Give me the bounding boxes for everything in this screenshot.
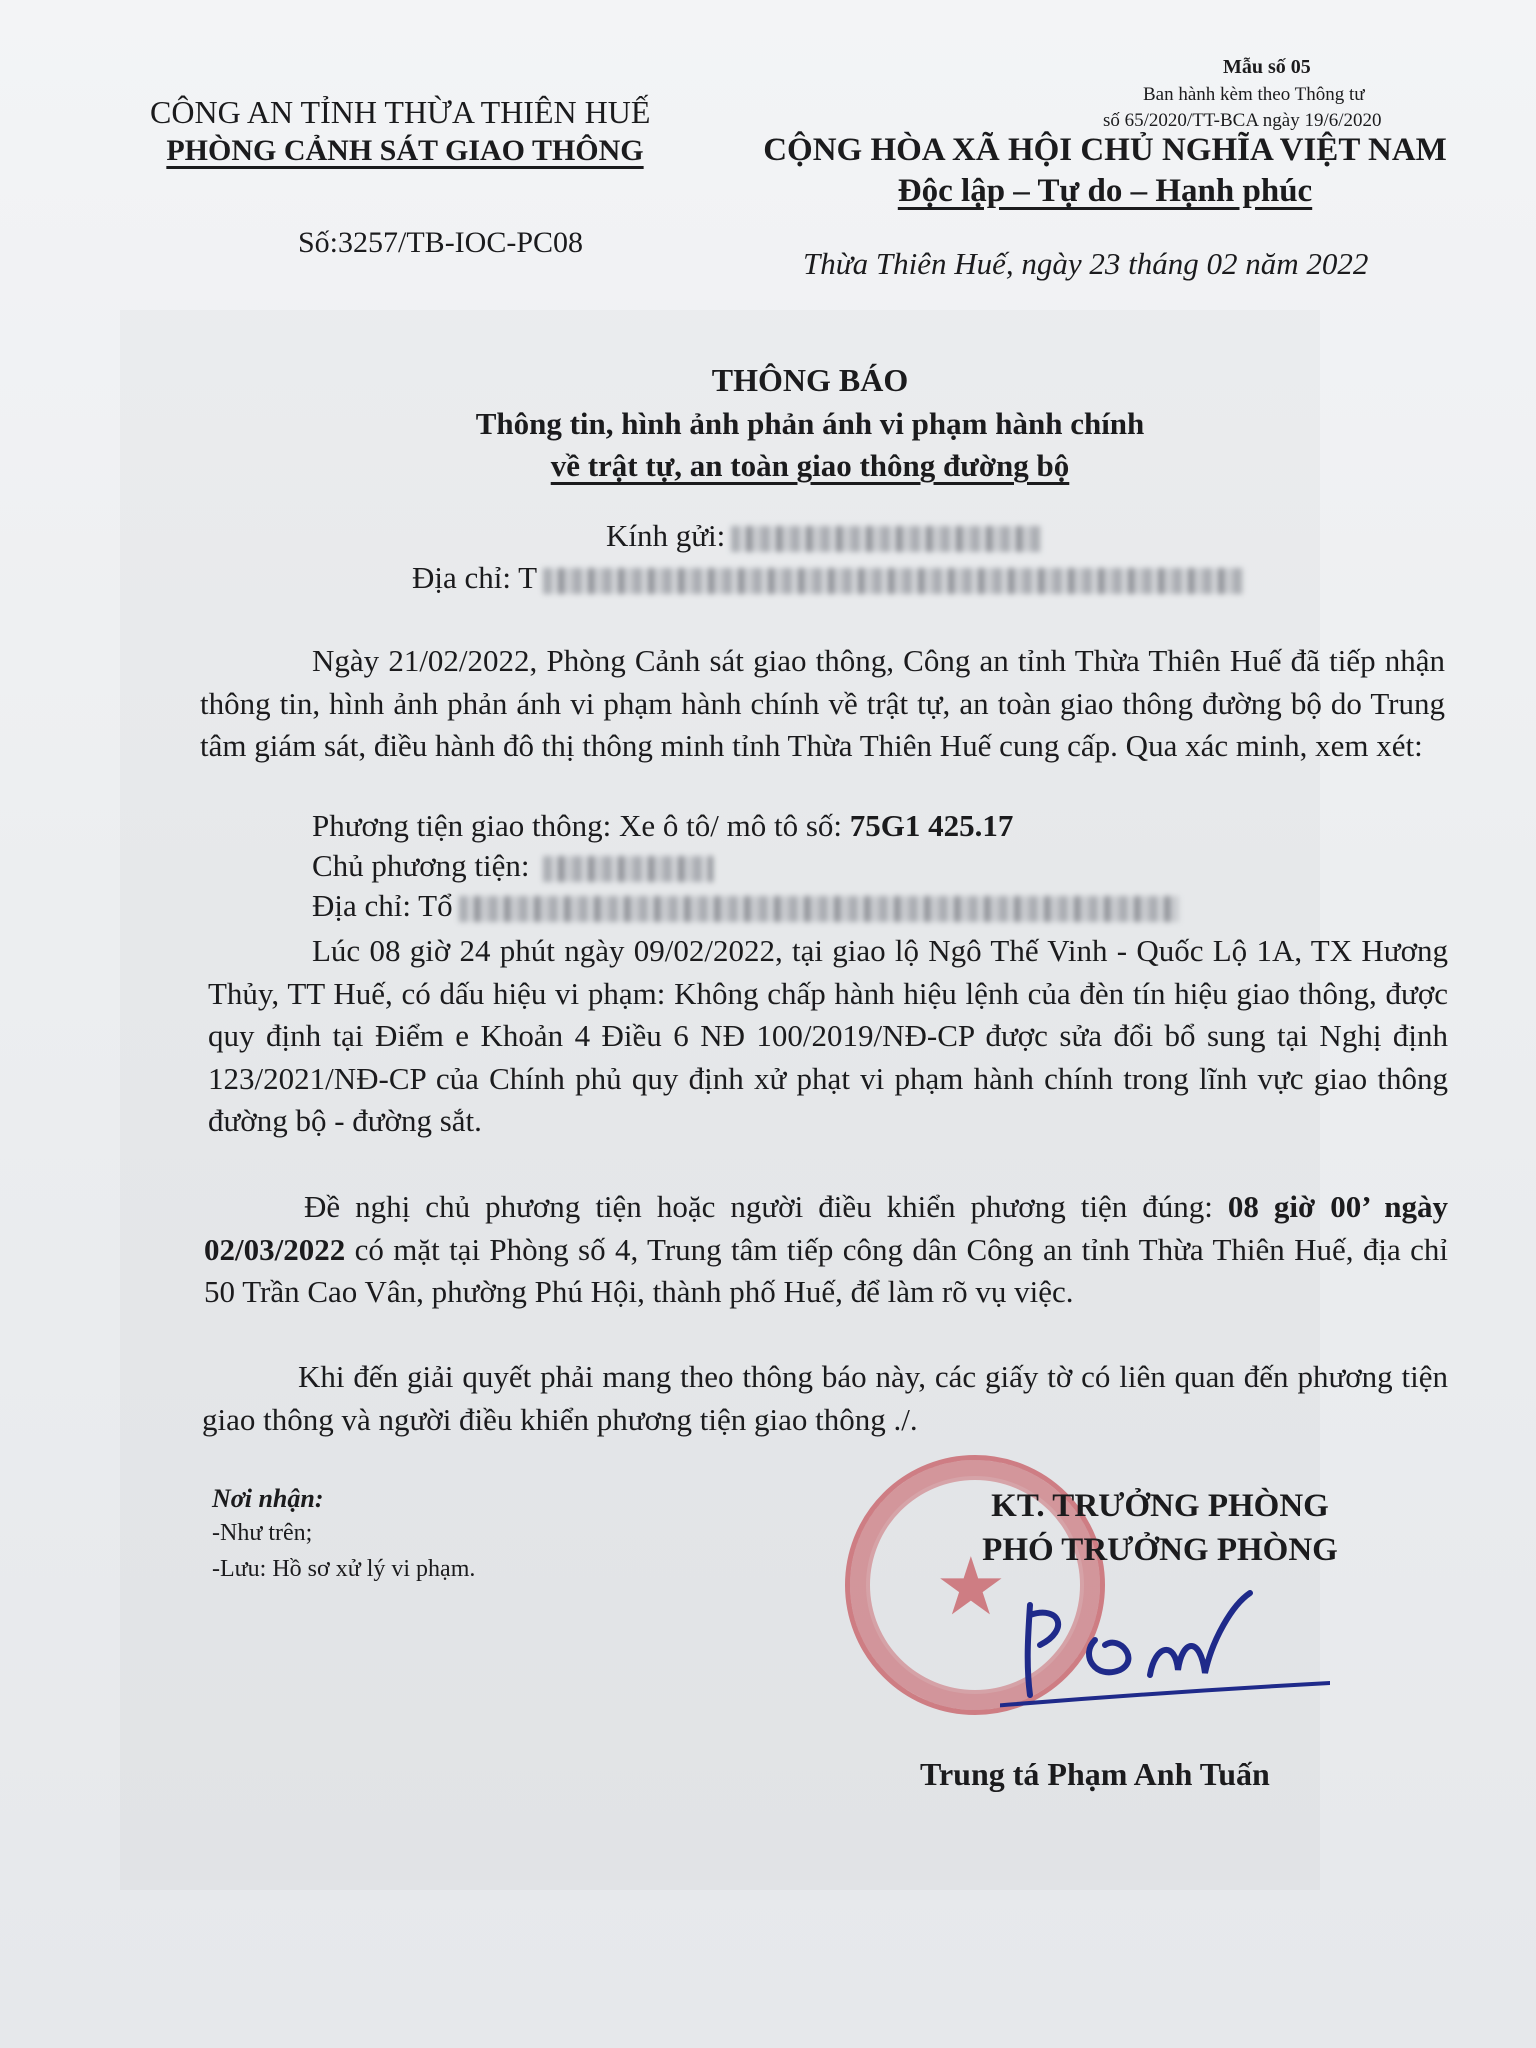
form-number: Mẫu số 05 <box>1223 56 1311 78</box>
vehicle-line <box>312 808 1013 844</box>
agency-parent: CÔNG AN TỈNH THỪA THIÊN HUẾ <box>150 94 651 130</box>
owner-address-label: Địa chỉ: Tổ <box>312 888 453 923</box>
request-text-a: Đề nghị chủ phương tiện hoặc người điều khiển phương tiện đúng: <box>304 1189 1228 1224</box>
sign-title-1: KT. TRƯỞNG PHÒNG <box>991 1488 1329 1524</box>
document-subtitle-1: Thông tin, hình ảnh phản ánh vi phạm hành chính <box>475 406 1145 441</box>
request-text-b: có mặt tại Phòng số 4, Trung tâm tiếp công dân Công an tỉnh Thừa Thiên Huế, địa chỉ 50 Trần Cao Vân, phường Phú Hội, thành phố Huế, để làm rõ vụ việc. <box>204 1231 1448 1309</box>
body-paragraph-1: Ngày 21/02/2022, Phòng Cảnh sát giao thông, Công an tỉnh Thừa Thiên Huế đã tiếp nhận thông tin, hình ảnh phản ánh vi phạm hành chính về trật tự, an toàn giao thông đường bộ do Trung tâm giám sát, điều hành đô thị thông minh tỉnh Thừa Thiên Huế cung cấp. Qua xác minh, xem xét: <box>200 643 1445 763</box>
owner-address-line <box>312 888 1179 924</box>
redacted-recipient-name <box>731 526 1041 552</box>
license-plate: 75G1 425.17 <box>849 808 1014 843</box>
owner-line <box>312 848 713 884</box>
recipient-address-line <box>412 560 1243 596</box>
nation-title: CỘNG HÒA XÃ HỘI CHỦ NGHĨA VIỆT NAM <box>763 132 1447 168</box>
signer-name: Trung tá Phạm Anh Tuấn <box>920 1756 1270 1792</box>
redacted-owner-address <box>459 896 1179 922</box>
recipient-line <box>606 518 1041 554</box>
redacted-owner-name <box>543 856 713 882</box>
sign-title-2: PHÓ TRƯỞNG PHÒNG <box>982 1532 1338 1568</box>
body-paragraph-4: Khi đến giải quyết phải mang theo thông báo này, các giấy tờ có liên quan đến phương tiện giao thông và người điều khiển phương tiện giao thông ./. <box>202 1359 1448 1437</box>
motto: Độc lập – Tự do – Hạnh phúc <box>897 173 1313 209</box>
appointment-time: 08 giờ 00’ ngày 02/03/2022 <box>204 1189 1448 1267</box>
recipient-item-1: -Như trên; <box>212 1520 313 1546</box>
star-icon: ★ <box>935 1540 1007 1633</box>
form-note-2: số 65/2020/TT-BCA ngày 19/6/2020 <box>1103 110 1382 131</box>
form-note-1: Ban hành kèm theo Thông tư <box>1143 84 1365 105</box>
document-number: Số:3257/TB-IOC-PC08 <box>298 226 584 259</box>
document-title: THÔNG BÁO <box>711 362 909 398</box>
handwritten-signature <box>1000 1585 1330 1715</box>
agency-name: PHÒNG CẢNH SÁT GIAO THÔNG <box>166 134 644 167</box>
redacted-recipient-address <box>543 568 1243 594</box>
document-subtitle-2: về trật tự, an toàn giao thông đường bộ <box>550 448 1070 483</box>
body-paragraph-3 <box>204 1186 1448 1314</box>
recipient-address-label: Địa chỉ: T <box>412 560 538 595</box>
body-paragraph-2: Lúc 08 giờ 24 phút ngày 09/02/2022, tại giao lộ Ngô Thế Vinh - Quốc Lộ 1A, TX Hương Thủy, TT Huế, có dấu hiệu vi phạm: Không chấp hành hiệu lệnh của đèn tín hiệu giao thông, được quy định tại Điểm e Khoản 4 Điều 6 NĐ 100/2019/NĐ-CP được sửa đổi bổ sung tại Nghị định 123/2021/NĐ-CP của Chính phủ quy định xử phạt vi phạm hành chính trong lĩnh vực giao thông đường bộ - đường sắt. <box>208 933 1448 1138</box>
vehicle-label: Phương tiện giao thông: Xe ô tô/ mô tô số: <box>312 808 850 843</box>
owner-label: Chủ phương tiện: <box>312 848 538 883</box>
recipients-title: Nơi nhận: <box>212 1484 324 1513</box>
recipient-label: Kính gửi: <box>606 518 726 553</box>
place-date: Thừa Thiên Huế, ngày 23 tháng 02 năm 2022 <box>803 246 1369 281</box>
recipient-item-2: -Lưu: Hồ sơ xử lý vi phạm. <box>212 1556 476 1582</box>
